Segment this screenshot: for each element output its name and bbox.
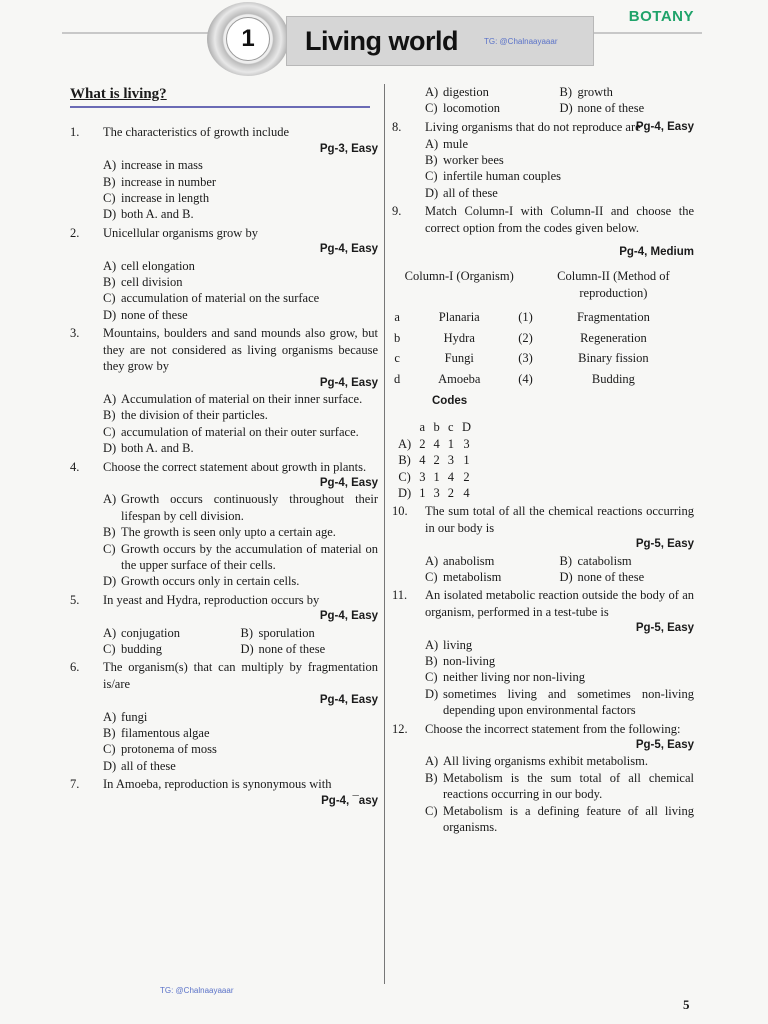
option [241,625,379,641]
option [103,725,378,741]
option [560,84,695,100]
option-text: increase in length [121,191,210,206]
option-text: digestion [443,85,489,99]
left-column [70,86,378,809]
question-text: The characteristics of growth include [103,125,290,140]
option-text: both A. and B. [121,207,194,222]
codes-table [394,419,475,501]
options [392,637,694,719]
question-number: 5. [70,592,80,607]
question [392,721,694,737]
chapter-title-box [286,16,594,66]
option-letter: B) [425,153,438,168]
option-text: sporulation [258,625,315,640]
codes-label: Codes [432,394,468,407]
question-number: 1. [70,125,80,140]
option-letter: A) [103,625,117,640]
option-text: cell division [121,275,183,290]
option-letter: A) [103,709,117,724]
chapter-badge [207,2,289,76]
question-tag: Pg-4, Easy [319,610,378,623]
option [425,84,560,100]
section-rule [70,106,370,108]
option-letter: A) [425,136,439,151]
option [560,100,695,116]
option [103,440,378,456]
option-text: catabolism [577,553,632,568]
option [103,407,378,423]
question [70,659,378,692]
option-text: Growth occurs by the accumulation of material on the upper surface of their cells. [121,541,378,572]
option-letter: C) [103,742,116,757]
option-text: locomotion [443,101,500,116]
question-number: 2. [70,225,80,240]
option-text: increase in mass [121,158,203,173]
question-number: 7. [70,777,80,792]
table-row: a Planaria (1) Fragmentation [394,310,650,325]
footer-tg-tag: TG: @Chalnaayaaar [160,986,234,995]
option [425,770,694,803]
option-letter: A) [103,391,117,406]
option-text: non-living [443,654,496,668]
page-number: 5 [683,997,690,1012]
codes-row: C) 3 1 4 2 [398,469,470,484]
option-letter: B) [425,770,438,785]
option [425,100,560,116]
option-text: accumulation of material on their outer surface. [121,424,359,439]
question [70,325,378,374]
option-letter: C) [425,169,438,184]
question [392,119,694,135]
options [70,157,378,223]
option [103,625,241,641]
option-letter: B) [103,174,116,189]
section-title: What is living? [70,86,167,102]
option-letter: C) [103,642,116,656]
codes-row: D) 1 3 2 4 [398,485,470,500]
option-text: anabolism [443,553,495,568]
question-tag: Pg-5, Easy [635,739,694,752]
option-text: all of these [443,185,498,200]
option-text: living [443,637,473,652]
option-letter: D) [559,569,573,584]
options [70,709,378,775]
question-text: In yeast and Hydra, reproduction occurs by [103,592,320,607]
option-text: Accumulation of material on their inner surface. [121,391,363,406]
option [560,553,695,569]
question-tag: Pg-4, Easy [319,376,378,389]
option [425,136,694,152]
options [392,553,694,586]
option-text: neither living nor non-living [443,670,585,685]
question-text: Choose the correct statement about growth in plants. [103,459,367,474]
option-text: metabolism [443,569,502,584]
subject-label: BOTANY [628,8,694,25]
question-number: 9. [392,204,402,219]
option [103,541,378,574]
options [70,491,378,589]
option-text: budding [121,642,162,656]
question-number: 8. [392,119,402,134]
option [103,274,378,290]
question-tag: Pg-4, Easy [319,694,378,707]
option [425,553,560,569]
option-text: filamentous algae [121,726,210,741]
option-text: cell elongation [121,258,195,273]
question-tag: Pg-3, Easy [319,142,378,155]
option-text: mule [443,136,468,151]
question-text: The sum total of all the chemical reactions occurring in our body is [425,504,694,535]
option-letter: D) [103,574,117,589]
option [103,641,241,657]
match-table [392,266,692,388]
option-letter: A) [103,492,117,507]
option-letter: C) [103,541,116,556]
option [103,258,378,274]
option-letter: B) [103,726,116,741]
option-text: all of these [121,758,176,773]
question-tag: Pg-5, Easy [635,538,694,551]
option-letter: D) [425,686,439,701]
question [392,587,694,620]
options [392,753,694,835]
question [392,503,694,536]
question-tag: Pg-5, Easy [635,622,694,635]
option [560,569,695,585]
question-text: Living organisms that do not reproduce are [425,119,641,134]
question-tag: Pg-4, ¯asy [321,794,378,807]
option-text: fungi [121,709,148,724]
question-number: 4. [70,459,80,474]
question-text: An isolated metabolic reaction outside the body of an organism, performed in a test-tube is [425,588,694,619]
question-text: Choose the incorrect statement from the following: [425,721,681,736]
options [70,391,378,457]
table-row: d Amoeba (4) Budding [394,371,635,386]
option-letter: B) [425,654,438,668]
option-text: infertile human couples [443,169,562,184]
option-letter: A) [425,85,439,99]
option-text: both A. and B. [121,441,194,456]
option [103,157,378,173]
option-text: the division of their particles. [121,408,268,423]
header-tg-tag: TG: @Chalnaayaaar [484,36,558,46]
question-tag: Pg-4, Medium [619,246,694,259]
option-letter: D) [425,185,439,200]
option-text: Growth occurs continuously throughout their lifespan by cell division. [121,492,378,523]
option-text: The growth is seen only upto a certain age. [121,525,336,540]
option [425,185,694,201]
option-letter: B) [559,553,572,568]
question [70,124,378,140]
option [103,573,378,589]
question-number: 3. [70,326,80,341]
option-letter: A) [425,754,439,769]
option-text: All living organisms exhibit metabolism. [443,754,648,769]
codes-row: B) 4 2 3 1 [398,453,470,468]
question-number: 12. [392,721,408,736]
option [103,290,378,306]
option-letter: B) [103,525,116,540]
option-text: Growth occurs only in certain cells. [121,574,300,589]
codes-row: A) 2 4 1 3 [398,436,470,451]
chapter-number: 1 [226,17,270,61]
option-text: none of these [258,642,326,656]
option-letter: D) [103,441,117,456]
option-letter: D) [103,307,117,322]
option-letter: A) [103,158,117,173]
option [103,206,378,222]
option-text: protonema of moss [121,742,217,757]
question-text: In Amoeba, reproduction is synonymous with [103,777,332,792]
option-letter: D) [559,101,573,116]
option-letter: A) [425,553,439,568]
table-row: c Fungi (3) Binary fission [394,351,649,366]
table-row: b Hydra (2) Regeneration [394,330,647,345]
option [425,803,694,836]
option [103,174,378,190]
question [70,225,378,241]
option-letter: C) [425,670,438,685]
option [103,424,378,440]
options [392,136,694,202]
option [103,391,378,407]
question-text: Match Column-I with Column-II and choose the correct option from the codes given below. [425,204,694,235]
option [425,569,560,585]
question [70,592,378,608]
option-letter: D) [240,642,254,656]
option [103,741,378,757]
option-letter: B) [103,408,116,423]
option [103,709,378,725]
option [103,524,378,540]
option [425,152,694,168]
option [103,758,378,774]
codes-header-row: a b c D [419,420,471,435]
option-text: growth [577,85,613,99]
option [425,669,694,685]
option-text: Metabolism is the sum total of all chemical reactions occurring in our body. [443,770,694,802]
option-letter: C) [103,291,116,306]
question-text: Mountains, boulders and sand mounds also grow, but they are not considered as living organisms because they grow by [103,326,378,374]
question [70,776,378,792]
option [425,753,694,769]
options [70,258,378,324]
option-letter: C) [425,569,438,584]
question-tag: Pg-4, Easy [319,243,378,256]
right-column [392,86,694,835]
option-text: conjugation [121,625,181,640]
column-2-header: Column-II (Method of reproduction) [557,269,670,300]
options [392,84,694,117]
option-letter: B) [559,85,572,99]
option-letter: B) [240,625,253,640]
option-letter: C) [425,803,438,818]
option-text: accumulation of material on the surface [121,291,320,306]
option-letter: A) [425,637,439,652]
option [103,190,378,206]
option-text: sometimes living and sometimes non-living depending upon environmental factors [443,686,694,718]
option-text: Metabolism is a defining feature of all living organisms. [443,803,694,835]
question-tag: Pg-4, Easy [319,476,378,489]
question-tag: Pg-4, Easy [635,121,694,134]
option [425,653,694,669]
option [425,686,694,719]
options [70,625,378,658]
question-number: 11. [392,588,408,603]
option [425,637,694,653]
option-letter: D) [103,758,117,773]
option-letter: B) [103,275,116,290]
option [241,641,379,657]
option-text: worker bees [443,153,504,168]
option-letter: D) [103,207,117,222]
option-letter: C) [103,424,116,439]
chapter-title: Living world [305,25,458,56]
option-text: none of these [577,569,645,584]
question [70,459,378,475]
question [392,203,694,236]
column-1-header: Column-I (Organism) [404,269,514,284]
option-letter: C) [103,191,116,206]
option [103,491,378,524]
question-number: 10. [392,504,408,519]
column-divider [384,84,385,984]
option-letter: C) [425,101,438,116]
option-text: increase in number [121,174,217,189]
option-text: none of these [121,307,188,322]
option [103,307,378,323]
question-text: Unicellular organisms grow by [103,225,258,240]
option-text: none of these [577,101,645,116]
option-letter: A) [103,258,117,273]
question-number: 6. [70,660,80,675]
question-text: The organism(s) that can multiply by fragmentation is/are [103,660,378,691]
option [425,168,694,184]
